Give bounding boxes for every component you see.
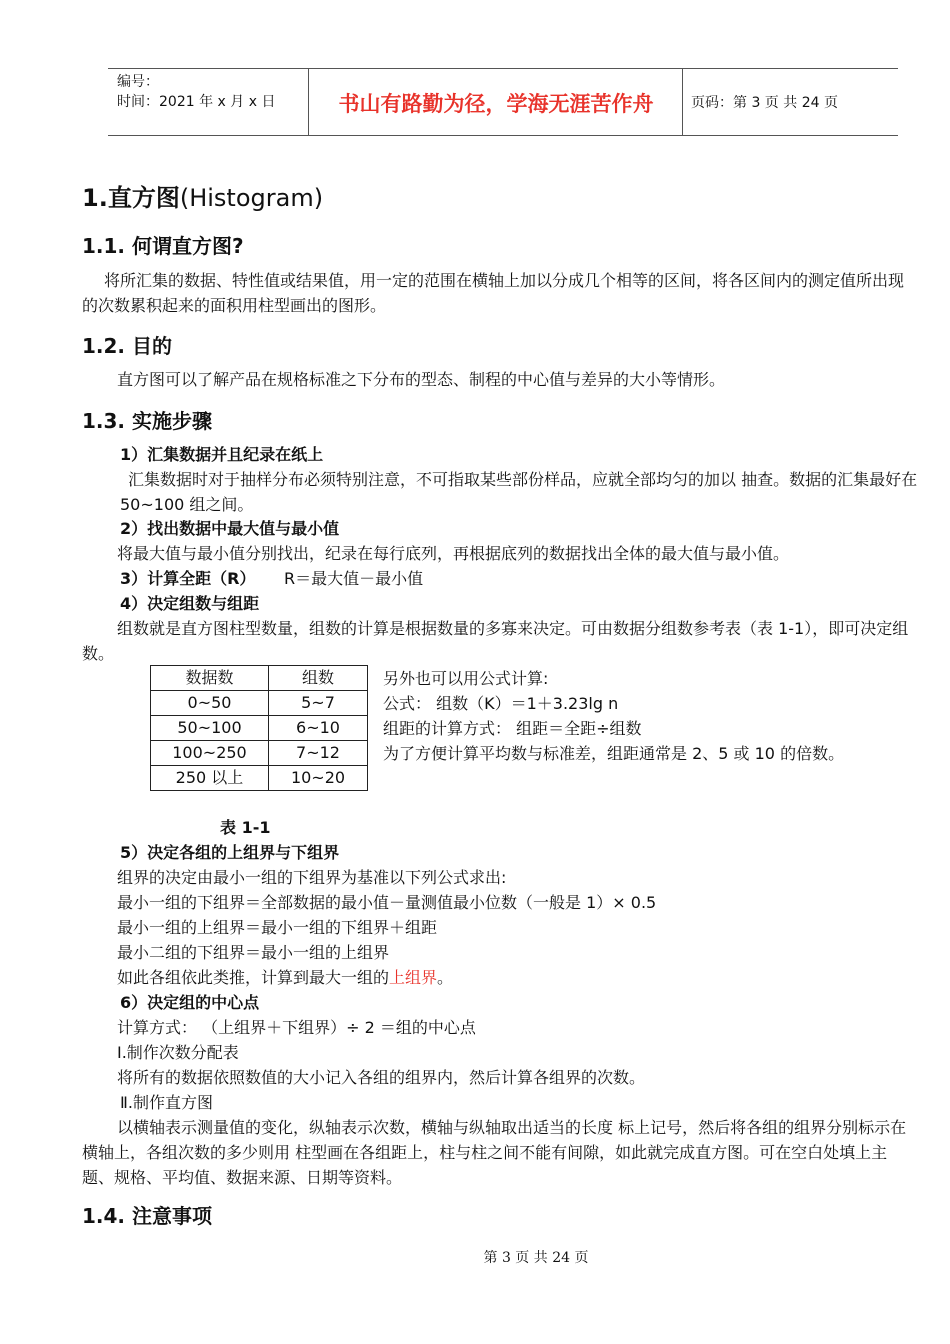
roman2-title: Ⅱ.制作直方图 bbox=[120, 1093, 213, 1112]
table-cell: 6~10 bbox=[269, 716, 368, 741]
section-heading-1-2: 1.2. 目的 bbox=[82, 334, 172, 358]
section-heading-1-3: 1.3. 实施步骤 bbox=[82, 409, 212, 433]
table-cell: 50~100 bbox=[151, 716, 269, 741]
section-body-1-1: 将所汇集的数据、特性值或结果值，用一定的范围在横轴上加以分成几个相等的区间，将各区间内的测定值所出现的次数累积起来的面积用柱型画出的图形。 bbox=[82, 271, 905, 315]
header-page-number: 页码：第 3 页 共 24 页 bbox=[691, 95, 838, 111]
header-motto: 书山有路勤为径，学海无涯苦作舟 bbox=[338, 91, 654, 116]
table-cell: 5~7 bbox=[269, 691, 368, 716]
table-cell: 250 以上 bbox=[151, 766, 269, 791]
step3-formula: R＝最大值－最小值 bbox=[284, 569, 424, 588]
step5-line-5 bbox=[117, 965, 453, 990]
section-body-1-2: 直方图可以了解产品在规格标准之下分布的型态、制程的中心值与差异的大小等情形。 bbox=[117, 370, 726, 389]
page-footer: 第 3 页 共 24 页 bbox=[483, 1250, 589, 1266]
step6-formula: 计算方式： （上组界＋下组界）÷ 2 ＝组的中心点 bbox=[117, 1018, 476, 1037]
table-cell: 0~50 bbox=[151, 691, 269, 716]
header-meta bbox=[117, 72, 275, 112]
header-divider-left bbox=[308, 69, 309, 135]
group-count-table bbox=[150, 665, 368, 791]
step6-title: 6）决定组的中心点 bbox=[120, 993, 260, 1012]
page-title bbox=[82, 178, 323, 213]
table-cell: 100~250 bbox=[151, 741, 269, 766]
table-cell: 7~12 bbox=[269, 741, 368, 766]
header-bottom-rule bbox=[108, 135, 898, 136]
side-note-2: 公式： 组数（K）＝1＋3.23lg n bbox=[383, 694, 619, 713]
title-cn: 1.直方图 bbox=[82, 184, 180, 212]
roman1-body: 将所有的数据依照数值的大小记入各组的组界内，然后计算各组界的次数。 bbox=[117, 1068, 646, 1087]
step5-last-highlight: 上组界 bbox=[389, 968, 438, 987]
section-heading-1-1: 1.1. 何谓直方图? bbox=[82, 234, 244, 258]
side-note-3: 组距的计算方式： 组距＝全距÷组数 bbox=[383, 719, 642, 738]
step4-body: 组数就是直方图柱型数量，组数的计算是根据数量的多寡来决定。可由数据分组数参考表（表 1-1），即可决定组数。 bbox=[82, 619, 909, 663]
step5-last-prefix: 如此各组依此类推，计算到最大一组的 bbox=[117, 968, 390, 987]
table-header-cell: 组数 bbox=[269, 666, 368, 691]
step1-body: 汇集数据时对于抽样分布必须特别注意，不可指取某些部份样品，应就全部均匀的加以 抽查。数据的汇集最好在 50~100 组之间。 bbox=[120, 470, 918, 514]
step4-title: 4）决定组数与组距 bbox=[120, 594, 260, 613]
header-divider-right bbox=[682, 69, 683, 135]
side-note-4: 为了方便计算平均数与标准差，组距通常是 2、5 或 10 的倍数。 bbox=[383, 744, 845, 763]
step5-line-4: 最小二组的下组界＝最小一组的上组界 bbox=[117, 943, 390, 962]
table-header-row bbox=[151, 666, 368, 691]
table-cell: 10~20 bbox=[269, 766, 368, 791]
step2-body: 将最大值与最小值分别找出，纪录在每行底列，再根据底列的数据找出全体的最大值与最小值。 bbox=[117, 544, 790, 563]
table-row bbox=[151, 691, 368, 716]
table-header-cell: 数据数 bbox=[151, 666, 269, 691]
step5-line-2: 最小一组的下组界＝全部数据的最小值－量测值最小位数（一般是 1）× 0.5 bbox=[117, 893, 657, 912]
step5-line-1: 组界的决定由最小一组的下组界为基准以下列公式求出: bbox=[117, 868, 507, 887]
roman1-title: Ⅰ.制作次数分配表 bbox=[117, 1043, 239, 1062]
table-caption: 表 1-1 bbox=[220, 818, 271, 837]
section-heading-1-4: 1.4. 注意事项 bbox=[82, 1204, 212, 1228]
roman2-body: 以横轴表示测量值的变化，纵轴表示次数，横轴与纵轴取出适当的长度 标上记号，然后将各组的组界分别标示在横轴上，各组次数的多少则用 柱型画在各组距上，柱与柱之间不能有间隙，如此就完成直方图。可在空白处填上主题、规格、平均值、数据来源、日期等资料。 bbox=[82, 1118, 907, 1187]
step5-line-3: 最小一组的上组界＝最小一组的下组界＋组距 bbox=[117, 918, 438, 937]
header-date: 时间：2021 年 x 月 x 日 bbox=[117, 94, 276, 110]
title-en: (Histogram) bbox=[179, 184, 324, 212]
step2-title: 2）找出数据中最大值与最小值 bbox=[120, 519, 340, 538]
table-row bbox=[151, 716, 368, 741]
step3-title: 3）计算全距（R） bbox=[120, 569, 256, 588]
header-code: 编号： bbox=[117, 74, 159, 90]
table-row bbox=[151, 766, 368, 791]
header-top-rule bbox=[108, 68, 898, 69]
step5-title: 5）决定各组的上组界与下组界 bbox=[120, 843, 340, 862]
step5-last-suffix: 。 bbox=[437, 968, 454, 987]
step1-title: 1）汇集数据并且纪录在纸上 bbox=[120, 445, 324, 464]
table-row bbox=[151, 741, 368, 766]
side-note-1: 另外也可以用公式计算: bbox=[383, 669, 549, 688]
